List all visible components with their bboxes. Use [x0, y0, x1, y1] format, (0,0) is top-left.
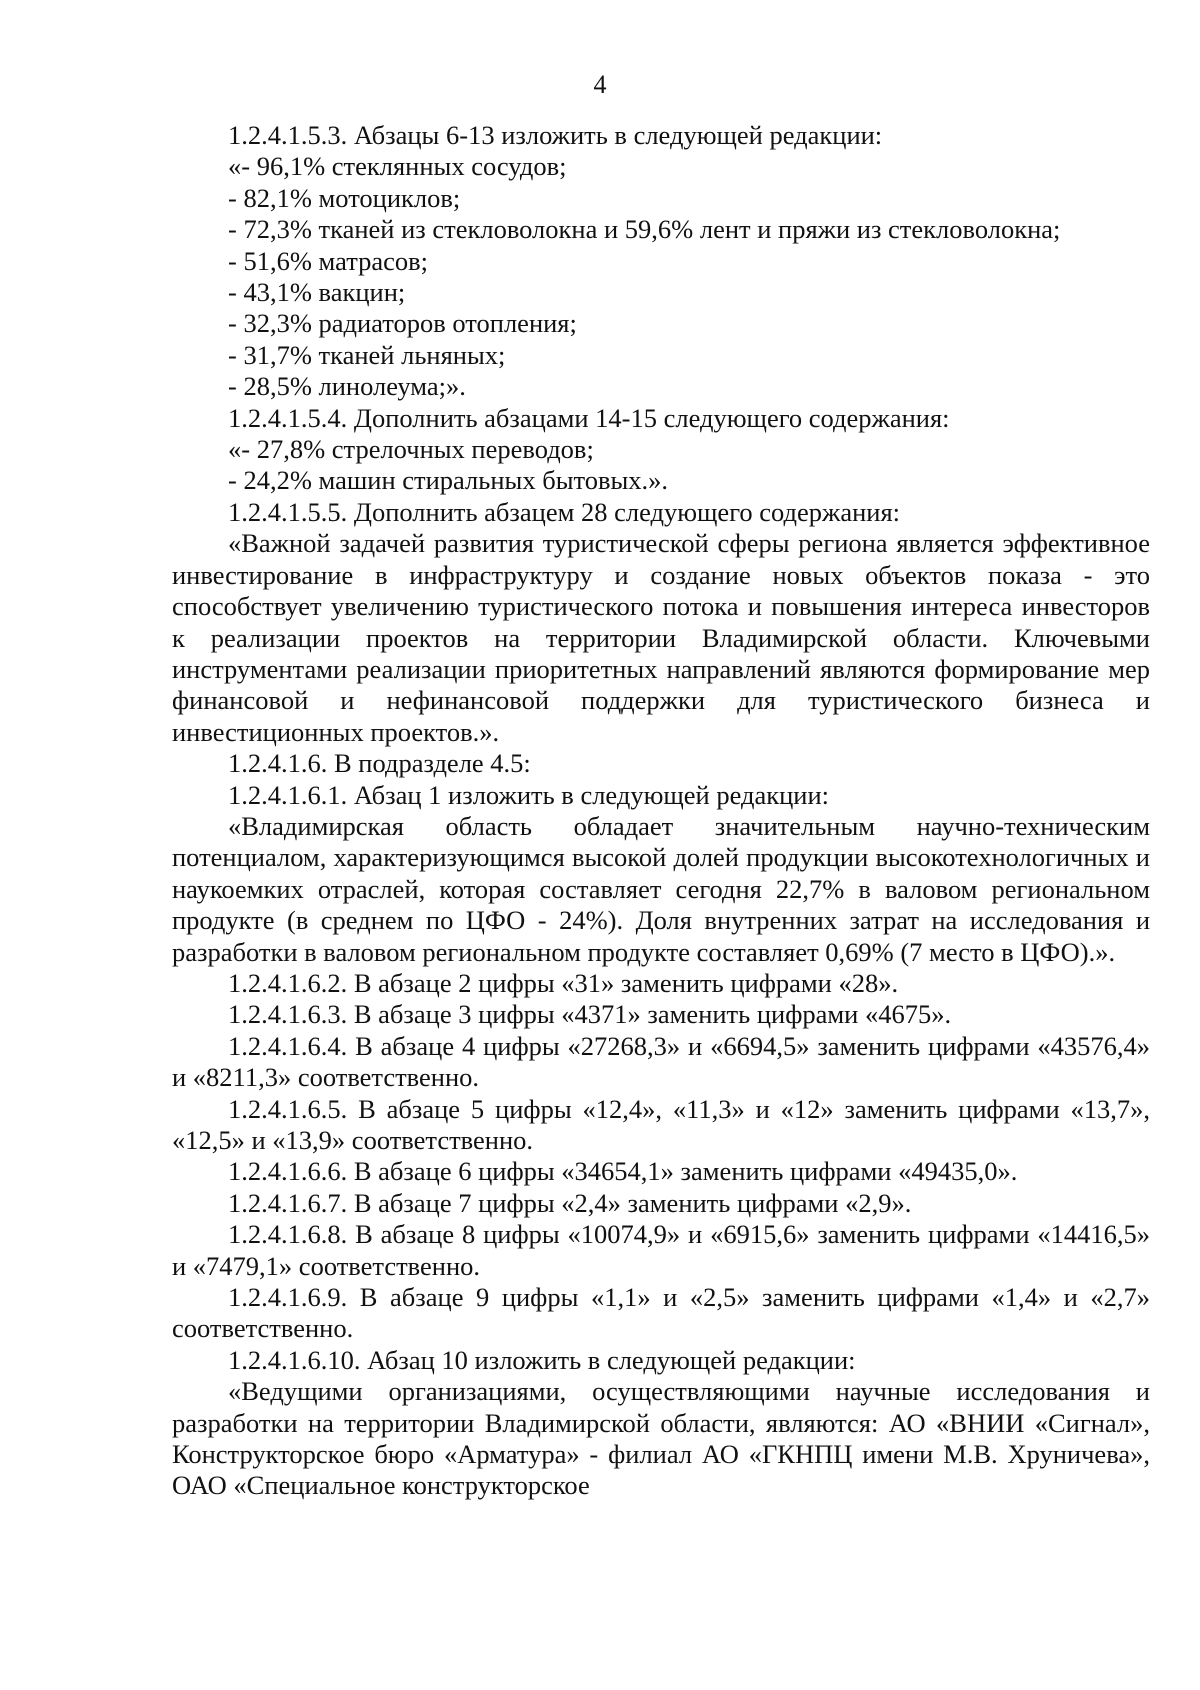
list-item: - 43,1% вакцин; [228, 277, 406, 308]
list-item: - 24,2% машин стиральных бытовых.». [228, 465, 669, 496]
paragraph-item: 1.2.4.1.6.2. В абзаце 2 цифры «31» заменить цифрами «28». [228, 967, 899, 998]
paragraph-item: 1.2.4.1.6.6. В абзаце 6 цифры «34654,1» заменить цифрами «49435,0». [228, 1156, 1018, 1187]
paragraph-item-heading: 1.2.4.1.5.5. Дополнить абзацем 28 следующего содержания: [228, 496, 901, 527]
list-item: - 51,6% матрасов; [228, 245, 428, 276]
list-item: - 82,1% мотоциклов; [228, 182, 461, 213]
paragraph-item: 1.2.4.1.6.8. В абзаце 8 цифры «10074,9» и «6915,6» заменить цифрами «14416,5» и «7479,1» соответственно. [172, 1219, 1150, 1281]
list-item: - 31,7% тканей льняных; [228, 339, 506, 370]
paragraph-item: 1.2.4.1.6.4. В абзаце 4 цифры «27268,3» и «6694,5» заменить цифрами «43576,4» и «8211,3» соответственно. [172, 1030, 1150, 1093]
paragraph-item: 1.2.4.1.6.9. В абзаце 9 цифры «1,1» и «2,5» заменить цифрами «1,4» и «2,7» соответственно. [172, 1282, 1150, 1344]
quoted-paragraph: «Ведущими организациями, осуществляющими научные исследования и разработки на территории Владимирской области, являются: АО «ВНИИ «Сигнал», Конструкторское бюро «Арматура» - филиал АО «ГКНПЦ имени М.В. Хруничева», ОАО «Специальное конструкторское [172, 1376, 1150, 1501]
page-number: 4 [593, 70, 607, 99]
list-item: «- 27,8% стрелочных переводов; [228, 434, 594, 465]
paragraph-item-heading: 1.2.4.1.5.3. Абзацы 6-13 изложить в следующей редакции: [228, 120, 883, 150]
list-item: - 32,3% радиаторов отопления; [228, 308, 577, 339]
paragraph-item-heading: 1.2.4.1.6.10. Абзац 10 изложить в следующей редакции: [228, 1344, 856, 1375]
paragraph-item: 1.2.4.1.6.7. В абзаце 7 цифры «2,4» заменить цифрами «2,9». [228, 1187, 912, 1218]
list-item: - 72,3% тканей из стекловолокна и 59,6% лент и пряжи из стекловолокна; [228, 214, 1061, 245]
document-body [172, 120, 1150, 1502]
paragraph-item-heading: 1.2.4.1.5.4. Дополнить абзацами 14-15 следующего содержания: [228, 402, 950, 433]
paragraph-item: 1.2.4.1.6.3. В абзаце 3 цифры «4371» заменить цифрами «4675». [228, 999, 952, 1030]
paragraph-item-heading: 1.2.4.1.6. В подразделе 4.5: [228, 748, 531, 779]
quoted-paragraph: «Важной задачей развития туристической сферы региона является эффективное инвестирование в инфраструктуру и создание новых объектов показа - это способствует увеличению туристического потока и повышения интереса инвесторов к реализации проектов на территории Владимирской области. Ключевыми инструментами реализации приоритетных направлений являются формирование мер финансовой и нефинансовой поддержки для туристического бизнеса и инвестиционных проектов.». [172, 528, 1150, 747]
paragraph-item: 1.2.4.1.6.5. В абзаце 5 цифры «12,4», «11,3» и «12» заменить цифрами «13,7», «12,5» и «13,9» соответственно. [172, 1093, 1150, 1155]
paragraph-item-heading: 1.2.4.1.6.1. Абзац 1 изложить в следующей редакции: [228, 779, 830, 810]
list-item: - 28,5% линолеума;». [228, 371, 466, 402]
quoted-paragraph: «Владимирская область обладает значительным научно-техническим потенциалом, характеризующимся высокой долей продукции высокотехнологичных и наукоемких отраслей, которая составляет сегодня 22,7% в валовом региональном продукте (в среднем по ЦФО - 24%). Доля внутренних затрат на исследования и разработки в валовом региональном продукте составляет 0,69% (7 место в ЦФО).». [172, 810, 1150, 967]
list-item: «- 96,1% стеклянных сосудов; [228, 151, 567, 182]
